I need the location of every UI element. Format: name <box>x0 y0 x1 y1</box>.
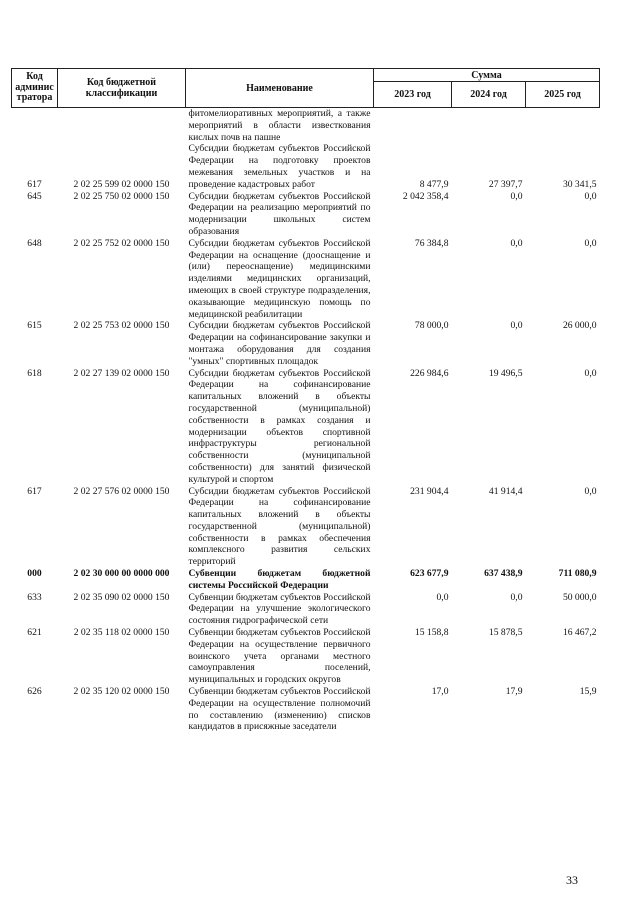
name-text: Субсидии бюджетам субъектов Российской Федерации на софинансирование капитальных вложений в объекты государственной (муниципальной) собственности в рамках обеспечения комплексного развития сельских территорий <box>188 485 371 568</box>
kbk-text: 2 02 25 750 02 0000 150 <box>73 190 170 202</box>
amount-2023-text: 8 477,9 <box>419 178 449 190</box>
table-body <box>12 108 600 734</box>
kbk-cell <box>58 627 186 686</box>
admin-code-text: 645 <box>27 190 42 202</box>
amount-2023-cell <box>374 143 452 190</box>
amount-2023-text: 0,0 <box>436 591 449 603</box>
name-cell <box>186 238 374 321</box>
kbk-text: 2 02 25 753 02 0000 150 <box>73 320 170 332</box>
name-text: Субсидии бюджетам субъектов Российской Федерации на подготовку проектов межевания земельных участков и на проведение кадастровых работ <box>188 143 371 190</box>
name-text: Субвенции бюджетам субъектов Российской Федерации на осуществление первичного воинского учета органами местного самоуправления поселений, муниципальных и городских округов <box>188 627 371 686</box>
amount-2025-cell <box>526 486 600 569</box>
amount-2023-text: 231 904,4 <box>410 485 449 497</box>
admin-code-text: 626 <box>27 686 42 698</box>
admin-code-text: 648 <box>27 237 42 249</box>
name-text: Субсидии бюджетам субъектов Российской Федерации на реализацию мероприятий по модернизации школьных систем образования <box>188 190 371 237</box>
admin-code-text: 618 <box>27 367 42 379</box>
amount-2024-text: 17,9 <box>505 686 523 698</box>
amount-2024-text: 0,0 <box>510 320 523 332</box>
amount-2025-cell <box>526 143 600 190</box>
amount-2023-cell <box>374 592 452 627</box>
admin-code-cell <box>12 143 58 190</box>
header-year-2023: 2023 год <box>374 82 452 108</box>
name-text: фитомелиоративных мероприятий, а также мероприятий в области известкования кислых почв на пашне <box>188 108 371 143</box>
amount-2024-cell <box>452 627 526 686</box>
table-row <box>12 320 600 367</box>
name-cell <box>186 627 374 686</box>
header-admin-line-1: Код <box>26 71 43 83</box>
header-admin-line-3: тратора <box>16 92 53 104</box>
header-admin-line-2: админис <box>15 81 54 93</box>
kbk-cell <box>58 320 186 367</box>
amount-2024-text: 19 496,5 <box>488 367 523 379</box>
admin-code-text: 633 <box>27 591 42 603</box>
amount-2025-text: 0,0 <box>584 190 597 202</box>
admin-code-cell <box>12 320 58 367</box>
amount-2025-cell <box>526 368 600 486</box>
table-row <box>12 238 600 321</box>
admin-code-cell <box>12 108 58 144</box>
name-cell <box>186 191 374 238</box>
name-cell <box>186 368 374 486</box>
amount-2025-cell <box>526 568 600 592</box>
admin-code-cell <box>12 238 58 321</box>
amount-2024-text: 0,0 <box>510 190 523 202</box>
admin-code-cell <box>12 686 58 733</box>
amount-2024-cell <box>452 320 526 367</box>
amount-2025-cell <box>526 320 600 367</box>
kbk-cell <box>58 592 186 627</box>
table-row <box>12 143 600 190</box>
amount-2024-text: 41 914,4 <box>488 485 523 497</box>
name-text: Субвенции бюджетам субъектов Российской Федерации на осуществление полномочий по составлению (изменению) списков кандидатов в присяжные заседатели <box>188 686 371 733</box>
amount-2025-cell <box>526 686 600 733</box>
admin-code-text: 000 <box>27 568 42 580</box>
amount-2025-cell <box>526 627 600 686</box>
name-text: Субвенции бюджетам субъектов Российской Федерации на улучшение экологического состояния гидрографической сети <box>188 591 371 627</box>
kbk-text: 2 02 27 576 02 0000 150 <box>73 485 170 497</box>
table-row <box>12 592 600 627</box>
kbk-cell <box>58 368 186 486</box>
table-row <box>12 686 600 733</box>
header-kbk-line-1: Код бюджетной <box>86 77 157 88</box>
admin-code-cell <box>12 627 58 686</box>
amount-2024-cell <box>452 191 526 238</box>
amount-2025-cell <box>526 191 600 238</box>
amount-2023-cell <box>374 238 452 321</box>
admin-code-text: 617 <box>27 485 42 497</box>
amount-2023-cell <box>374 486 452 569</box>
kbk-text: 2 02 25 752 02 0000 150 <box>73 237 170 249</box>
amount-2025-text: 0,0 <box>584 237 597 249</box>
amount-2025-text: 15,9 <box>579 686 597 698</box>
header-year-2024: 2024 год <box>452 82 526 108</box>
amount-2024-text: 27 397,7 <box>488 178 523 190</box>
kbk-text: 2 02 25 599 02 0000 150 <box>73 178 170 190</box>
admin-code-text: 621 <box>27 627 42 639</box>
admin-code-text: 615 <box>27 320 42 332</box>
name-cell <box>186 143 374 190</box>
amount-2025-cell <box>526 592 600 627</box>
name-cell <box>186 568 374 592</box>
name-text: Субсидии бюджетам субъектов Российской Федерации на софинансирование закупки и монтажа оборудования для создания "умных" спортивных площадок <box>188 320 371 367</box>
amount-2023-cell <box>374 368 452 486</box>
name-cell <box>186 320 374 367</box>
table-row <box>12 108 600 144</box>
amount-2023-text: 76 384,8 <box>414 237 449 249</box>
kbk-text: 2 02 35 090 02 0000 150 <box>73 591 170 603</box>
kbk-text: 2 02 35 120 02 0000 150 <box>73 686 170 698</box>
amount-2023-text: 78 000,0 <box>414 320 449 332</box>
name-cell <box>186 108 374 144</box>
admin-code-cell <box>12 592 58 627</box>
amount-2024-text: 0,0 <box>510 591 523 603</box>
kbk-cell <box>58 568 186 592</box>
admin-code-cell <box>12 191 58 238</box>
amount-2025-text: 0,0 <box>584 485 597 497</box>
amount-2024-text: 15 878,5 <box>488 627 523 639</box>
budget-table <box>11 68 600 733</box>
table-row <box>12 486 600 569</box>
admin-code-text: 617 <box>27 178 42 190</box>
name-text: Субвенции бюджетам бюджетной системы Российской Федерации <box>188 568 371 591</box>
name-cell <box>186 686 374 733</box>
page-number: 33 <box>566 873 578 887</box>
amount-2023-text: 623 677,9 <box>410 568 449 580</box>
admin-code-cell <box>12 486 58 569</box>
amount-2023-cell <box>374 627 452 686</box>
amount-2023-text: 15 158,8 <box>414 627 449 639</box>
amount-2024-cell <box>452 486 526 569</box>
amount-2024-cell <box>452 143 526 190</box>
kbk-cell <box>58 143 186 190</box>
table-row <box>12 368 600 486</box>
amount-2024-cell <box>452 368 526 486</box>
amount-2023-cell <box>374 320 452 367</box>
amount-2025-text: 16 467,2 <box>562 627 597 639</box>
amount-2023-cell <box>374 191 452 238</box>
amount-2024-text: 637 438,9 <box>484 568 523 580</box>
kbk-text: 2 02 35 118 02 0000 150 <box>73 627 170 639</box>
header-kbk <box>58 69 186 108</box>
amount-2024-cell <box>452 592 526 627</box>
header-sum: Сумма <box>374 69 600 82</box>
amount-2023-cell <box>374 108 452 144</box>
amount-2024-cell <box>452 108 526 144</box>
header-year-2025: 2025 год <box>526 82 600 108</box>
table-row <box>12 568 600 592</box>
amount-2025-text: 711 080,9 <box>558 568 597 580</box>
kbk-cell <box>58 238 186 321</box>
amount-2023-text: 17,0 <box>431 686 449 698</box>
kbk-cell <box>58 686 186 733</box>
admin-code-cell <box>12 568 58 592</box>
name-cell <box>186 486 374 569</box>
amount-2023-cell <box>374 686 452 733</box>
amount-2024-text: 0,0 <box>510 237 523 249</box>
amount-2023-text: 226 984,6 <box>410 367 449 379</box>
amount-2025-text: 26 000,0 <box>562 320 597 332</box>
amount-2024-cell <box>452 568 526 592</box>
name-text: Субсидии бюджетам субъектов Российской Федерации на софинансирование капитальных вложений в объекты государственной (муниципальной) собственности в рамках создания и модернизации объектов спортивной инфраструктуры региональной собственности (муниципальной собственности) для занятий физической культурой и спортом <box>188 367 371 485</box>
amount-2025-cell <box>526 108 600 144</box>
admin-code-cell <box>12 368 58 486</box>
kbk-text: 2 02 30 000 00 0000 000 <box>73 568 170 580</box>
amount-2023-text: 2 042 358,4 <box>402 190 449 202</box>
kbk-cell <box>58 108 186 144</box>
kbk-text: 2 02 27 139 02 0000 150 <box>73 367 170 379</box>
kbk-cell <box>58 486 186 569</box>
amount-2025-text: 50 000,0 <box>562 591 597 603</box>
kbk-cell <box>58 191 186 238</box>
table-row <box>12 627 600 686</box>
amount-2025-text: 30 341,5 <box>562 178 597 190</box>
amount-2025-cell <box>526 238 600 321</box>
name-text: Субсидии бюджетам субъектов Российской Федерации на оснащение (дооснащение и (или) переоснащение) медицинскими изделиями медицинских организаций, имеющих в своей структуре подразделения, оказывающие медицинскую помощь по медицинской реабилитации <box>188 237 371 320</box>
table-row <box>12 191 600 238</box>
header-kbk-line-2: классификации <box>85 88 158 99</box>
name-cell <box>186 592 374 627</box>
header-admin-code <box>12 69 58 108</box>
amount-2024-cell <box>452 686 526 733</box>
amount-2023-cell <box>374 568 452 592</box>
amount-2025-text: 0,0 <box>584 367 597 379</box>
amount-2024-cell <box>452 238 526 321</box>
header-name: Наименование <box>186 69 374 108</box>
